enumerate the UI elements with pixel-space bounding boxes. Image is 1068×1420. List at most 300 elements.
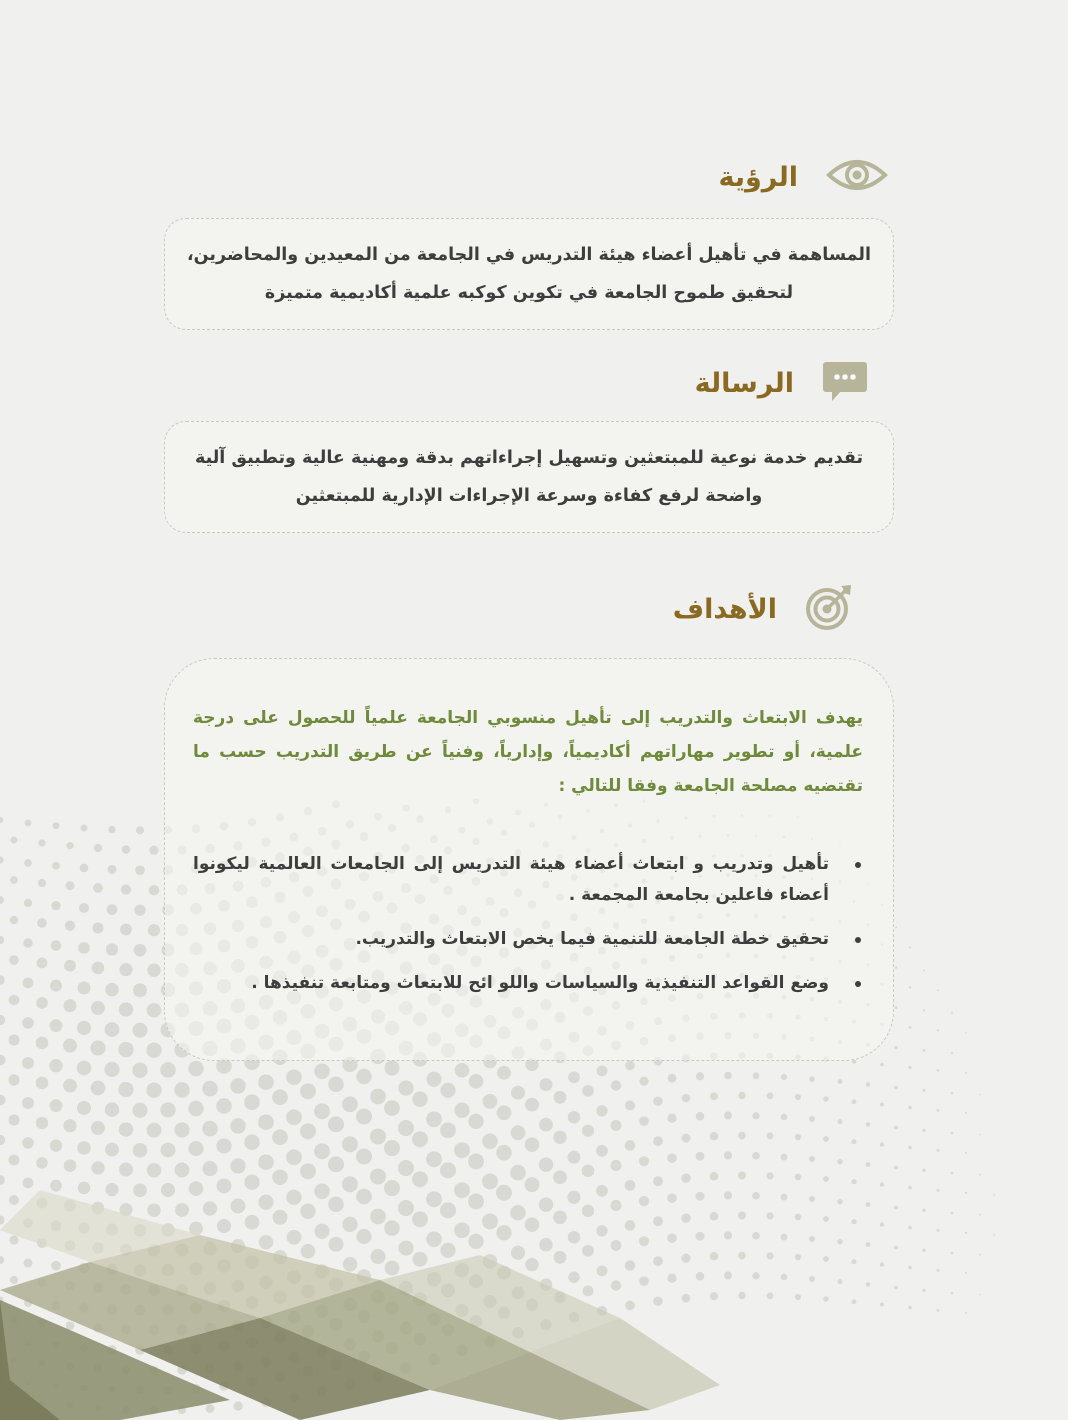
halftone-dot	[781, 1074, 787, 1080]
halftone-dot	[525, 1098, 539, 1112]
halftone-dot	[217, 1178, 232, 1193]
halftone-dot	[965, 1272, 967, 1274]
halftone-dot	[908, 1106, 911, 1109]
goals-box	[164, 658, 894, 1061]
vision-line-2: لتحقيق طموح الجامعة في تكوين كوكبه علمية أكاديمية متميزة	[264, 283, 794, 303]
halftone-dot	[133, 1143, 148, 1158]
halftone-dot	[300, 1123, 316, 1139]
halftone-dot	[342, 1136, 358, 1152]
halftone-dot	[65, 920, 75, 930]
halftone-dot	[625, 1260, 635, 1270]
halftone-dot	[596, 1225, 607, 1236]
halftone-dot	[993, 1194, 995, 1196]
halftone-dot	[908, 1066, 911, 1069]
halftone-dot	[8, 1114, 19, 1125]
halftone-dot	[106, 943, 118, 955]
halftone-dot	[329, 1237, 344, 1252]
halftone-dot	[426, 1151, 442, 1167]
halftone-dot	[937, 1229, 940, 1232]
halftone-dot	[286, 1190, 301, 1205]
halftone-dot	[160, 1062, 176, 1078]
halftone-dot	[937, 1189, 940, 1192]
halftone-dot	[738, 1132, 746, 1140]
halftone-dot	[866, 1282, 871, 1287]
halftone-dot	[653, 1256, 663, 1266]
halftone-dot	[795, 1214, 802, 1221]
halftone-dot	[90, 1040, 105, 1055]
halftone-dot	[356, 1189, 372, 1205]
halftone-dot	[134, 905, 145, 916]
halftone-dot	[866, 1162, 871, 1167]
halftone-dot	[23, 1178, 34, 1189]
halftone-dot	[301, 1244, 316, 1259]
halftone-dot	[908, 1186, 912, 1190]
halftone-dot	[63, 1079, 77, 1093]
halftone-dot	[0, 1055, 5, 1066]
halftone-dot	[937, 1269, 940, 1272]
halftone-dot	[244, 1134, 260, 1150]
halftone-dot	[36, 997, 48, 1009]
halftone-dot	[147, 1123, 162, 1138]
halftone-dot	[965, 1072, 967, 1074]
halftone-dot	[8, 1074, 19, 1085]
halftone-dot	[342, 1096, 358, 1112]
halftone-dot	[258, 1195, 273, 1210]
halftone-dot	[455, 1063, 470, 1078]
halftone-dot	[610, 1200, 621, 1211]
vision-box	[164, 218, 894, 330]
halftone-dot	[230, 1118, 246, 1134]
halftone-dot	[440, 1122, 456, 1138]
halftone-dot	[582, 1085, 594, 1097]
halftone-dot	[342, 1176, 358, 1192]
halftone-dot	[809, 1116, 815, 1122]
halftone-dot	[91, 1001, 105, 1015]
halftone-dot	[384, 1060, 399, 1075]
halftone-dot	[482, 1173, 498, 1189]
halftone-dot	[230, 1078, 246, 1094]
halftone-dot	[880, 1102, 884, 1106]
halftone-dot	[724, 1151, 732, 1159]
halftone-dot	[553, 1131, 566, 1144]
goal-item-3	[193, 968, 863, 999]
halftone-dot	[724, 1072, 732, 1080]
halftone-dot	[653, 1176, 663, 1186]
halftone-dot	[809, 1156, 815, 1162]
halftone-dot	[525, 1258, 538, 1271]
halftone-dot	[951, 1012, 953, 1014]
halftone-dot	[766, 1252, 773, 1259]
halftone-dot	[161, 1142, 176, 1157]
halftone-dot	[80, 864, 89, 873]
halftone-dot	[922, 1209, 925, 1212]
halftone-dot	[696, 1232, 705, 1241]
halftone-dot	[0, 856, 4, 863]
halftone-dot	[258, 1074, 274, 1090]
halftone-dot	[412, 1211, 428, 1227]
halftone-dot	[245, 1215, 260, 1230]
halftone-dot	[922, 1129, 925, 1132]
halftone-dot	[398, 1200, 414, 1216]
halftone-dot	[91, 1081, 106, 1096]
halftone-dot	[398, 1240, 413, 1255]
halftone-dot	[398, 1080, 413, 1095]
halftone-dot	[937, 1069, 940, 1072]
halftone-dot	[496, 1145, 512, 1161]
halftone-dot	[667, 1193, 677, 1203]
halftone-dot	[668, 1074, 677, 1083]
halftone-dot	[795, 1094, 801, 1100]
halftone-dot	[66, 842, 73, 849]
halftone-dot	[823, 1256, 829, 1262]
halftone-dot	[77, 1101, 91, 1115]
halftone-dot	[582, 1245, 594, 1257]
bullet-icon	[855, 981, 861, 987]
halftone-dot	[384, 1220, 400, 1236]
halftone-dot	[866, 1122, 871, 1127]
halftone-dot	[951, 1252, 954, 1255]
halftone-dot	[540, 1078, 553, 1091]
halftone-dot	[147, 1203, 161, 1217]
halftone-dot	[133, 1023, 148, 1038]
halftone-dot	[136, 826, 144, 834]
halftone-dot	[108, 826, 116, 834]
halftone-dot	[286, 1069, 302, 1085]
vision-title: الرؤية	[718, 161, 798, 193]
halftone-dot	[66, 1321, 75, 1330]
goal-item-1	[193, 849, 863, 911]
halftone-dot	[539, 1157, 553, 1171]
halftone-dot	[314, 1224, 329, 1239]
halftone-dot	[22, 1137, 34, 1149]
halftone-dot	[568, 1231, 581, 1244]
halftone-dot	[752, 1272, 759, 1279]
halftone-dot	[525, 1177, 540, 1192]
halftone-dot	[384, 1140, 400, 1156]
halftone-dot	[63, 1039, 77, 1053]
halftone-dot	[77, 1021, 91, 1035]
halftone-dot	[233, 1401, 242, 1410]
halftone-dot	[951, 1052, 953, 1054]
halftone-dot	[582, 1125, 594, 1137]
halftone-dot	[923, 1049, 926, 1052]
halftone-dot	[10, 876, 18, 884]
halftone-dot	[724, 1111, 732, 1119]
halftone-dot	[610, 1160, 621, 1171]
halftone-dot	[36, 1037, 49, 1050]
halftone-dot	[497, 1105, 512, 1120]
halftone-dot	[583, 1285, 594, 1296]
halftone-dot	[132, 1103, 147, 1118]
halftone-dot	[468, 1193, 484, 1209]
halftone-dot	[667, 1233, 677, 1243]
halftone-dot	[454, 1222, 470, 1238]
halftone-dot	[823, 1216, 829, 1222]
halftone-dot	[809, 1196, 815, 1202]
halftone-dot	[852, 1259, 857, 1264]
halftone-dot	[105, 1183, 118, 1196]
halftone-dot	[175, 1163, 190, 1178]
halftone-dot	[880, 1182, 884, 1186]
halftone-dot	[894, 1205, 898, 1209]
halftone-dot	[767, 1092, 774, 1099]
halftone-dot	[37, 918, 47, 928]
halftone-dot	[710, 1092, 718, 1100]
halftone-dot	[244, 1094, 260, 1110]
halftone-dot	[922, 1289, 925, 1292]
halftone-dot	[328, 1196, 344, 1212]
halftone-dot	[965, 1312, 967, 1314]
halftone-dot	[189, 1181, 204, 1196]
halftone-dot	[216, 1098, 232, 1114]
halftone-dot	[625, 1140, 636, 1151]
halftone-dot	[273, 1210, 288, 1225]
halftone-dot	[511, 1125, 526, 1140]
halftone-dot	[146, 1043, 161, 1058]
halftone-dot	[217, 1219, 231, 1233]
halftone-dot	[908, 1146, 912, 1150]
halftone-dot	[385, 1261, 400, 1276]
vision-header	[719, 155, 888, 199]
halftone-dot	[412, 1091, 428, 1107]
halftone-dot	[356, 1148, 372, 1164]
halftone-dot	[682, 1094, 691, 1103]
halftone-dot	[132, 1063, 147, 1078]
halftone-dot	[50, 1099, 63, 1112]
halftone-dot	[752, 1112, 759, 1119]
halftone-dot	[639, 1116, 649, 1126]
halftone-dot	[64, 999, 77, 1012]
halftone-dot	[216, 1138, 231, 1153]
halftone-dot	[681, 1213, 690, 1222]
halftone-dot	[894, 1286, 898, 1290]
halftone-dot	[22, 1057, 34, 1069]
halftone-dot	[36, 1157, 48, 1169]
halftone-dot	[681, 1173, 690, 1182]
mission-box	[164, 421, 894, 533]
goals-intro: يهدف الابتعاث والتدريب إلى تأهيل منسوبي الجامعة علمياً للحصول على درجة علمية، أو تطوير مهاراتهم أكاديمياً، وإدارياً، وفنياً عن طريق التدريب حسب ما تقتضيه مصلحة الجامعة وفقا للتالي :	[193, 708, 863, 796]
halftone-dot	[78, 981, 91, 994]
halftone-dot	[823, 1296, 828, 1301]
halftone-dot	[880, 1222, 884, 1226]
halftone-dot	[837, 1239, 842, 1244]
halftone-dot	[753, 1072, 760, 1079]
halftone-dot	[582, 1205, 594, 1217]
halftone-dot	[511, 1086, 525, 1100]
halftone-dot	[880, 1303, 884, 1307]
halftone-dot	[174, 1082, 190, 1098]
halftone-dot	[119, 1002, 133, 1016]
halftone-dot	[147, 1163, 161, 1177]
chat-bubble-icon	[822, 360, 868, 406]
halftone-dot	[483, 1094, 498, 1109]
halftone-dot	[51, 901, 60, 910]
halftone-dot	[781, 1154, 788, 1161]
halftone-dot	[710, 1172, 719, 1181]
halftone-dot	[752, 1152, 760, 1160]
halftone-dot	[738, 1292, 745, 1299]
halftone-dot	[300, 1083, 316, 1099]
halftone-dot	[596, 1145, 608, 1157]
halftone-dot	[104, 1062, 119, 1077]
halftone-dot	[63, 1119, 76, 1132]
halftone-dot	[0, 1095, 5, 1106]
halftone-dot	[625, 1180, 636, 1191]
halftone-dot	[148, 924, 160, 936]
halftone-dot	[52, 862, 60, 870]
halftone-dot	[413, 1252, 428, 1267]
halftone-dot	[965, 1192, 967, 1194]
halftone-dot	[553, 1210, 567, 1224]
halftone-dot	[0, 1135, 5, 1145]
halftone-dot	[696, 1192, 705, 1201]
halftone-dot	[119, 1122, 134, 1137]
halftone-dot	[951, 1292, 953, 1294]
halftone-dot	[25, 820, 32, 827]
halftone-dot	[852, 1139, 857, 1144]
halftone-dot	[440, 1202, 456, 1218]
halftone-dot	[539, 1238, 553, 1252]
halftone-dot	[244, 1175, 259, 1190]
halftone-dot	[314, 1143, 330, 1159]
halftone-dot	[525, 1217, 540, 1232]
halftone-dot	[596, 1105, 607, 1116]
halftone-dot	[454, 1103, 469, 1118]
halftone-dot	[119, 1163, 133, 1177]
halftone-dot	[738, 1092, 745, 1099]
halftone-dot	[94, 844, 102, 852]
halftone-dot	[965, 1152, 967, 1154]
halftone-dot	[894, 1245, 898, 1249]
halftone-dot	[147, 1003, 162, 1018]
halftone-dot	[371, 1249, 386, 1264]
halftone-dot	[894, 1125, 898, 1129]
halftone-dot	[468, 1234, 483, 1249]
halftone-dot	[639, 1196, 649, 1206]
halftone-dot	[9, 1235, 18, 1244]
halftone-dot	[23, 978, 34, 989]
mission-line-1: تقديم خدمة نوعية للمبتعثين وتسهيل إجراءاتهم بدقة ومهنية عالية وتطبيق آلية	[194, 448, 864, 468]
halftone-dot	[596, 1185, 608, 1197]
halftone-dot	[625, 1301, 635, 1311]
halftone-dot	[482, 1213, 498, 1229]
halftone-dot	[653, 1096, 662, 1105]
halftone-dot	[426, 1111, 442, 1127]
halftone-dot	[653, 1216, 663, 1226]
halftone-dot	[120, 924, 132, 936]
halftone-dot	[22, 1097, 34, 1109]
halftone-dot	[908, 1306, 911, 1309]
halftone-dot	[64, 1159, 77, 1172]
halftone-dot	[92, 922, 103, 933]
eye-icon	[826, 155, 888, 199]
halftone-dot	[909, 1026, 912, 1029]
halftone-dot	[951, 1172, 954, 1175]
halftone-dot	[625, 1100, 635, 1110]
halftone-dot	[287, 1230, 302, 1245]
halftone-dot	[51, 940, 62, 951]
halftone-dot	[837, 1119, 842, 1124]
halftone-dot	[66, 881, 75, 890]
halftone-dot	[78, 942, 90, 954]
halftone-dot	[0, 896, 4, 904]
halftone-dot	[937, 1309, 940, 1312]
halftone-dot	[567, 1191, 580, 1204]
halftone-dot	[880, 1262, 884, 1266]
halftone-dot	[809, 1076, 815, 1082]
halftone-dot	[568, 1111, 581, 1124]
halftone-dot	[979, 1214, 981, 1216]
halftone-dot	[188, 1101, 204, 1117]
halftone-dot	[50, 980, 62, 992]
halftone-dot	[440, 1083, 455, 1098]
halftone-dot	[107, 904, 118, 915]
halftone-dot	[496, 1225, 511, 1240]
halftone-dot	[440, 1243, 455, 1258]
halftone-dot	[0, 1215, 5, 1224]
mission-title: الرسالة	[694, 367, 794, 399]
halftone-dot	[9, 955, 19, 965]
goal-item-2-text: تحقيق خطة الجامعة للتنمية فيما يخص الابتعاث والتدريب.	[355, 929, 829, 949]
halftone-dot	[766, 1212, 773, 1219]
halftone-dot	[639, 1236, 649, 1246]
halftone-dot	[979, 1094, 981, 1096]
halftone-dot	[426, 1191, 442, 1207]
halftone-dot	[300, 1163, 316, 1179]
halftone-dot	[206, 1404, 215, 1413]
halftone-dot	[161, 1183, 175, 1197]
halftone-dot	[937, 989, 939, 991]
halftone-dot	[851, 1219, 856, 1224]
halftone-dot	[328, 1156, 344, 1172]
halftone-dot	[188, 1141, 203, 1156]
halftone-dot	[107, 865, 116, 874]
goals-header	[673, 583, 853, 635]
halftone-dot	[752, 1232, 760, 1240]
halftone-dot	[510, 1205, 525, 1220]
goal-item-3-text: وضع القواعد التنفيذية والسياسات واللو ائح للابتعاث ومتابعة تنفيذها .	[251, 973, 829, 993]
halftone-dot	[0, 1256, 4, 1264]
halftone-dot	[105, 1022, 120, 1037]
halftone-dot	[38, 879, 46, 887]
halftone-dot	[0, 1175, 5, 1185]
halftone-dot	[412, 1131, 428, 1147]
halftone-dot	[8, 1034, 19, 1045]
halftone-dot	[356, 1069, 372, 1085]
halftone-dot	[426, 1231, 442, 1247]
halftone-dot	[314, 1063, 330, 1079]
halftone-dot	[767, 1292, 774, 1299]
goals-title: الأهداف	[672, 593, 777, 625]
halftone-dot	[10, 916, 19, 925]
halftone-dot	[667, 1274, 676, 1283]
halftone-dot	[0, 936, 4, 945]
halftone-dot	[682, 1294, 691, 1303]
halftone-dot	[51, 1261, 61, 1271]
halftone-dot	[230, 1158, 245, 1173]
halftone-dot	[121, 884, 131, 894]
halftone-dot	[710, 1132, 718, 1140]
halftone-dot	[497, 1066, 511, 1080]
halftone-dot	[837, 1199, 842, 1204]
halftone-dot	[286, 1109, 302, 1125]
halftone-dot	[767, 1132, 774, 1139]
halftone-dot	[454, 1182, 470, 1198]
halftone-dot	[710, 1252, 718, 1260]
halftone-dot	[135, 865, 145, 875]
halftone-dot	[10, 1276, 18, 1284]
halftone-dot	[795, 1174, 802, 1181]
